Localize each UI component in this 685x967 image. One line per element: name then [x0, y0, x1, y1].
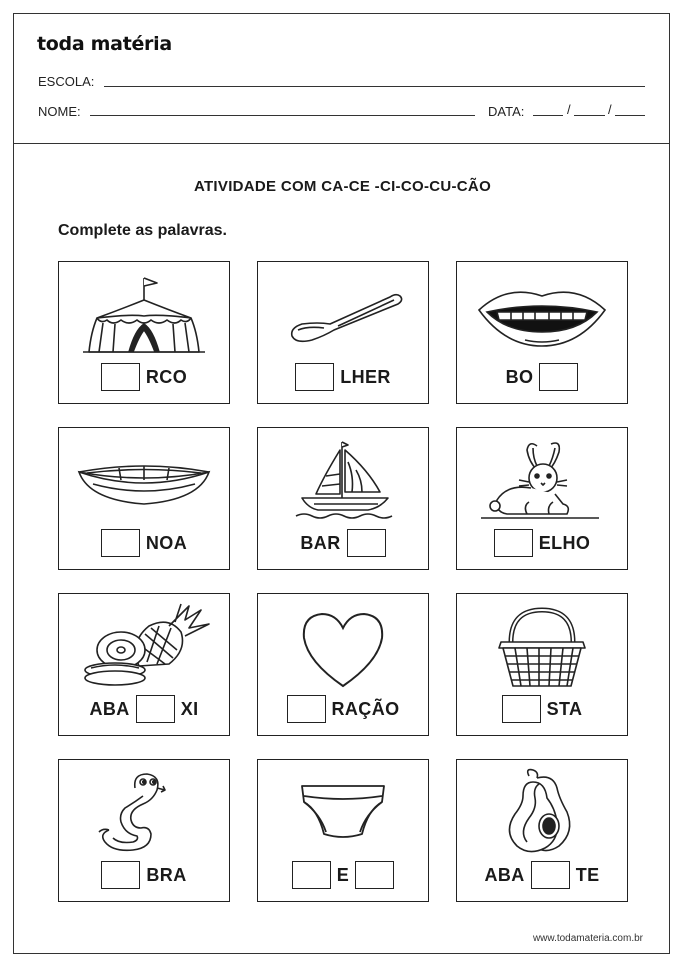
school-label: ESCOLA: — [38, 74, 95, 89]
date-separator: / — [567, 102, 571, 117]
word-fragment: BAR — [300, 532, 341, 553]
exercise-card — [58, 427, 230, 570]
word-row — [258, 694, 428, 724]
exercise-card — [456, 427, 628, 570]
heart-icon — [258, 600, 428, 692]
exercise-card — [257, 427, 429, 570]
date-label: DATA: — [488, 104, 525, 119]
underwear-icon — [258, 766, 428, 858]
syllable-blank-box[interactable] — [494, 529, 533, 557]
exercise-card — [257, 759, 429, 902]
word-fragment: ELHO — [538, 532, 591, 553]
word-row — [258, 362, 428, 392]
syllable-blank-box[interactable] — [287, 695, 326, 723]
name-field[interactable] — [90, 115, 475, 116]
date-separator: / — [608, 102, 612, 117]
sailboat-icon — [258, 434, 428, 526]
syllable-blank-box[interactable] — [101, 529, 140, 557]
name-label: NOME: — [38, 104, 81, 119]
word-fragment: BRA — [146, 864, 187, 885]
word-row — [457, 694, 627, 724]
syllable-blank-box[interactable] — [292, 861, 331, 889]
word-row — [457, 860, 627, 890]
word-row — [59, 528, 229, 558]
circus-tent-icon — [59, 268, 229, 360]
word-fragment: ABA — [89, 698, 130, 719]
word-row — [258, 528, 428, 558]
word-row — [59, 860, 229, 890]
word-row — [59, 694, 229, 724]
snake-icon — [59, 766, 229, 858]
exercise-card — [257, 593, 429, 736]
basket-icon — [457, 600, 627, 692]
word-fragment: LHER — [340, 366, 391, 387]
exercise-card — [456, 261, 628, 404]
word-fragment: BO — [505, 366, 534, 387]
date-year-field[interactable] — [615, 115, 645, 116]
word-row — [258, 860, 428, 890]
syllable-blank-box[interactable] — [136, 695, 175, 723]
word-fragment: ABA — [484, 864, 525, 885]
syllable-blank-box[interactable] — [101, 861, 140, 889]
instruction-text: Complete as palavras. — [58, 222, 227, 239]
pineapple-icon — [59, 600, 229, 692]
date-day-field[interactable] — [533, 115, 563, 116]
exercise-card — [257, 261, 429, 404]
syllable-blank-box[interactable] — [347, 529, 386, 557]
word-row — [59, 362, 229, 392]
exercise-card — [456, 759, 628, 902]
avocado-icon — [457, 766, 627, 858]
worksheet-header — [13, 13, 670, 144]
brand-logo: toda matéria — [37, 33, 172, 55]
word-fragment: TE — [575, 864, 600, 885]
syllable-blank-box[interactable] — [539, 363, 578, 391]
word-row — [457, 528, 627, 558]
word-fragment: RAÇÃO — [331, 698, 400, 719]
exercise-card — [58, 593, 230, 736]
word-fragment: NOA — [145, 532, 188, 553]
exercise-card — [58, 261, 230, 404]
word-fragment: STA — [546, 698, 583, 719]
word-fragment: RCO — [145, 366, 188, 387]
syllable-blank-box[interactable] — [101, 363, 140, 391]
exercise-card — [58, 759, 230, 902]
date-month-field[interactable] — [574, 115, 605, 116]
spoon-icon — [258, 268, 428, 360]
syllable-blank-box[interactable] — [295, 363, 334, 391]
word-fragment: E — [336, 864, 350, 885]
school-field[interactable] — [104, 86, 645, 87]
syllable-blank-box[interactable] — [502, 695, 541, 723]
rabbit-icon — [457, 434, 627, 526]
exercise-card — [456, 593, 628, 736]
website-url: www.todamateria.com.br — [532, 933, 643, 944]
word-fragment: XI — [180, 698, 199, 719]
canoe-icon — [59, 434, 229, 526]
word-row — [457, 362, 627, 392]
syllable-blank-box[interactable] — [355, 861, 394, 889]
mouth-icon — [457, 268, 627, 360]
syllable-blank-box[interactable] — [531, 861, 570, 889]
activity-title: ATIVIDADE COM CA-CE -CI-CO-CU-CÃO — [193, 178, 492, 195]
